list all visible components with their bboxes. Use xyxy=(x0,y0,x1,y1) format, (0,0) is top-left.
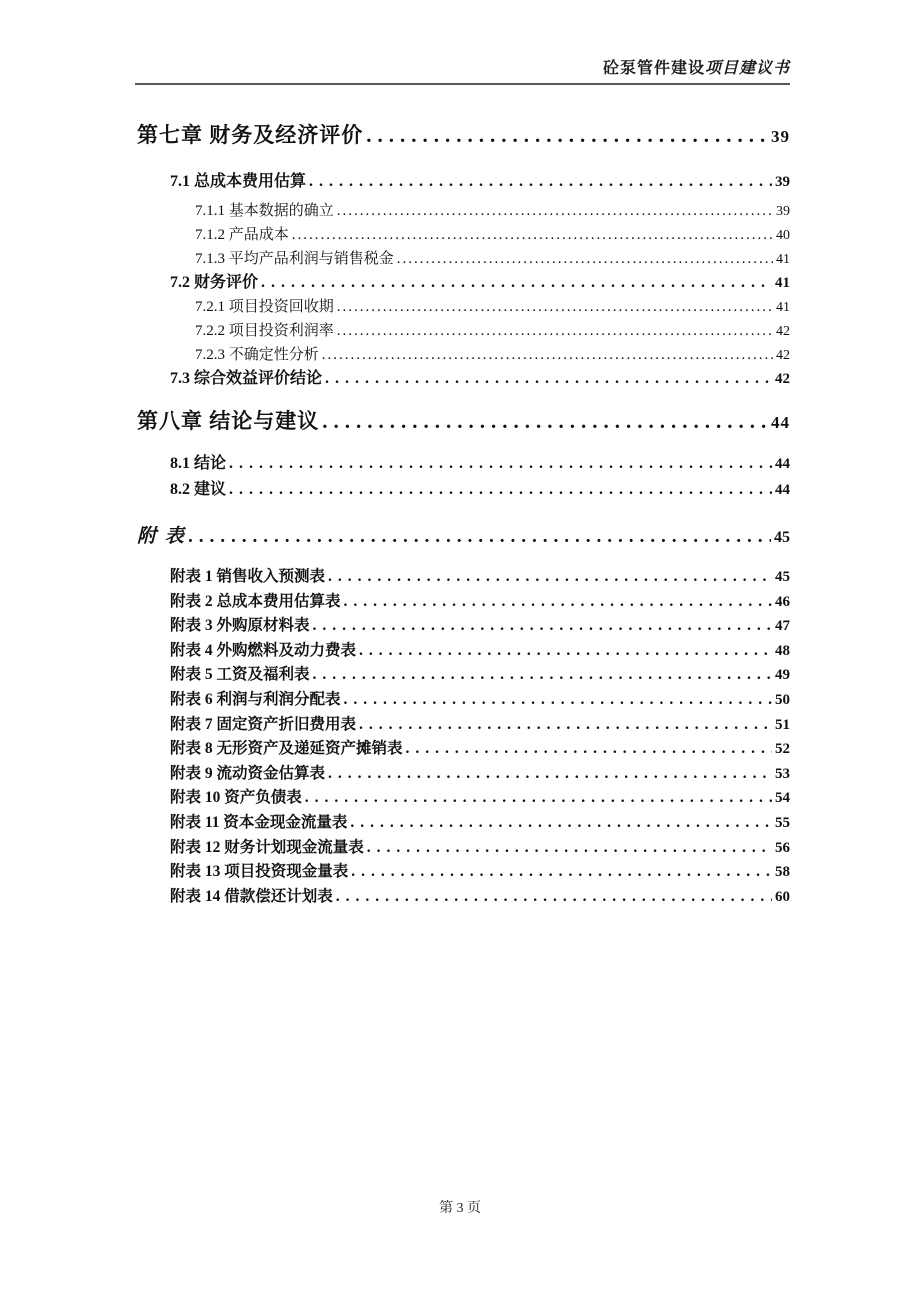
toc-entry-7-1-1[interactable] xyxy=(195,199,790,223)
dot-leader xyxy=(292,223,773,247)
toc-entry-8-1[interactable] xyxy=(170,452,790,476)
toc-entry-label: 附表 5 工资及福利表 xyxy=(170,666,310,684)
dot-leader xyxy=(351,860,772,885)
dot-leader xyxy=(328,565,772,590)
toc-entry-7-1-2[interactable] xyxy=(195,223,790,247)
toc-entry-label: 7.1.2 产品成本 xyxy=(195,227,289,243)
doc-title-suffix: 项目建议书 xyxy=(704,60,790,77)
toc-entry-appendix-5[interactable] xyxy=(170,663,790,688)
toc-entry-page: 52 xyxy=(775,741,790,758)
toc-entry-page: 45 xyxy=(775,569,790,585)
toc-entry-page: 39 xyxy=(775,174,790,190)
toc-entry-appendix-10[interactable] xyxy=(170,786,790,811)
toc-entry-page: 41 xyxy=(776,252,790,267)
header-divider-line xyxy=(135,83,790,85)
dot-leader xyxy=(406,737,772,762)
dot-leader xyxy=(313,614,772,639)
toc-entry-page: 39 xyxy=(771,127,790,146)
toc-entry-label: 附表 4 外购燃料及动力费表 xyxy=(170,641,357,659)
dot-leader xyxy=(337,319,773,343)
toc-entry-label: 7.2.3 不确定性分析 xyxy=(195,347,319,363)
toc-entry-page: 40 xyxy=(776,228,790,243)
doc-title-prefix: 砼泵管件建设 xyxy=(602,60,705,77)
toc-entry-label: 附表 6 利润与利润分配表 xyxy=(170,690,341,708)
toc-entry-page: 53 xyxy=(775,765,790,782)
toc-entry-appendix-8[interactable] xyxy=(170,737,790,762)
toc-entry-page: 48 xyxy=(775,642,790,659)
toc-entry-chapter-8[interactable] xyxy=(137,408,790,434)
toc-entry-appendix-3[interactable] xyxy=(170,614,790,639)
toc-entry-label: 8.2 建议 xyxy=(170,481,227,498)
dot-leader xyxy=(344,688,772,713)
toc-entry-page: 54 xyxy=(775,790,790,807)
dot-leader xyxy=(309,170,772,194)
toc-entry-label: 附表 11 资本金现金流量表 xyxy=(170,813,348,831)
toc-entry-page: 42 xyxy=(776,348,790,363)
toc-entry-appendix-12[interactable] xyxy=(170,836,790,861)
toc-entry-page: 45 xyxy=(774,529,790,546)
toc-entry-label: 7.1 总成本费用估算 xyxy=(170,173,307,190)
dot-leader xyxy=(359,639,772,664)
table-of-contents xyxy=(137,122,790,909)
toc-entry-page: 44 xyxy=(775,456,790,472)
toc-entry-label: 附表 14 借款偿还计划表 xyxy=(170,887,333,905)
toc-entry-appendix-9[interactable] xyxy=(170,762,790,787)
toc-entry-appendix-7[interactable] xyxy=(170,713,790,738)
dot-leader xyxy=(229,478,772,502)
dot-leader xyxy=(322,343,773,367)
toc-entry-label: 7.1.1 基本数据的确立 xyxy=(195,203,334,219)
toc-entry-label: 附表 13 项目投资现金量表 xyxy=(170,863,349,881)
toc-entry-label: 第七章 财务及经济评价 xyxy=(137,123,364,147)
dot-leader xyxy=(359,713,772,738)
page-number-label: 第 3 页 xyxy=(439,1201,481,1216)
toc-entry-page: 51 xyxy=(775,716,790,733)
dot-leader xyxy=(305,786,772,811)
toc-entry-7-1[interactable] xyxy=(170,170,790,194)
dot-leader xyxy=(367,836,772,861)
toc-entry-label: 附表 7 固定资产折旧费用表 xyxy=(170,715,357,733)
toc-entry-appendix-11[interactable] xyxy=(170,811,790,836)
page-header xyxy=(137,58,790,80)
dot-leader xyxy=(189,525,771,549)
toc-entry-label: 7.2.1 项目投资回收期 xyxy=(195,299,334,315)
toc-entry-page: 44 xyxy=(775,482,790,498)
toc-entry-label: 附表 9 流动资金估算表 xyxy=(170,764,326,782)
dot-leader xyxy=(350,811,772,836)
toc-entry-page: 56 xyxy=(775,839,790,856)
toc-entry-page: 41 xyxy=(776,300,790,315)
toc-entry-page: 41 xyxy=(775,275,790,291)
toc-entry-label: 8.1 结论 xyxy=(170,455,227,472)
toc-entry-page: 49 xyxy=(775,667,790,684)
dot-leader xyxy=(313,663,772,688)
toc-entry-appendix-14[interactable] xyxy=(170,885,790,910)
toc-entry-label: 附表 2 总成本费用估算表 xyxy=(170,592,341,610)
toc-entry-8-2[interactable] xyxy=(170,478,790,502)
toc-entry-label: 附表 10 资产负债表 xyxy=(170,789,302,807)
toc-entry-appendix-1[interactable] xyxy=(170,565,790,590)
dot-leader xyxy=(366,122,768,148)
dot-leader xyxy=(328,762,772,787)
toc-entry-page: 47 xyxy=(775,618,790,635)
toc-entry-page: 46 xyxy=(775,593,790,610)
toc-entry-page: 55 xyxy=(775,814,790,831)
toc-entry-label: 第八章 结论与建议 xyxy=(137,409,320,433)
toc-entry-label: 7.3 综合效益评价结论 xyxy=(170,370,323,387)
page-footer xyxy=(0,1200,920,1218)
toc-entry-chapter-7[interactable] xyxy=(137,122,790,148)
dot-leader xyxy=(337,295,773,319)
toc-entry-7-3[interactable] xyxy=(170,367,790,391)
toc-entry-label: 附表 12 财务计划现金流量表 xyxy=(170,838,364,856)
toc-entry-7-2-2[interactable] xyxy=(195,319,790,343)
toc-entry-page: 42 xyxy=(776,324,790,339)
toc-entry-7-2-3[interactable] xyxy=(195,343,790,367)
toc-entry-page: 50 xyxy=(775,691,790,708)
toc-entry-page: 42 xyxy=(775,371,790,387)
toc-entry-page: 39 xyxy=(776,204,790,219)
toc-entry-label: 7.1.3 平均产品利润与销售税金 xyxy=(195,251,394,267)
toc-entry-label: 7.2 财务评价 xyxy=(170,274,259,291)
toc-entry-appendix-13[interactable] xyxy=(170,860,790,885)
dot-leader xyxy=(337,199,773,223)
toc-entry-appendix-header[interactable] xyxy=(137,525,790,549)
dot-leader xyxy=(344,590,772,615)
toc-entry-appendix-2[interactable] xyxy=(170,590,790,615)
toc-entry-appendix-6[interactable] xyxy=(170,688,790,713)
dot-leader xyxy=(397,247,773,271)
toc-entry-label: 附 表 xyxy=(137,526,186,547)
toc-entry-7-1-3[interactable] xyxy=(195,247,790,271)
dot-leader xyxy=(325,367,772,391)
dot-leader xyxy=(336,885,772,910)
dot-leader xyxy=(229,452,772,476)
toc-entry-label: 附表 3 外购原材料表 xyxy=(170,617,310,635)
toc-entry-label: 7.2.2 项目投资利润率 xyxy=(195,323,334,339)
toc-entry-label: 附表 8 无形资产及递延资产摊销表 xyxy=(170,740,403,758)
toc-entry-appendix-4[interactable] xyxy=(170,639,790,664)
toc-entry-7-2[interactable] xyxy=(170,271,790,295)
toc-entry-7-2-1[interactable] xyxy=(195,295,790,319)
dot-leader xyxy=(261,271,772,295)
toc-entry-page: 58 xyxy=(775,864,790,881)
dot-leader xyxy=(322,408,768,434)
toc-entry-label: 附表 1 销售收入预测表 xyxy=(170,568,326,585)
toc-entry-page: 44 xyxy=(771,413,790,432)
toc-entry-page: 60 xyxy=(775,888,790,905)
